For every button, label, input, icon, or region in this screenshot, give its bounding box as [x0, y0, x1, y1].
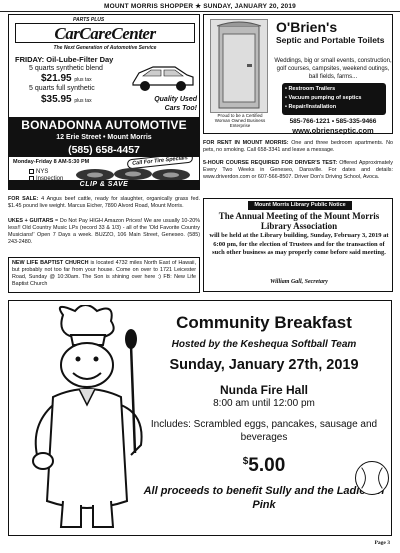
obrien-website: www.obrienseptic.com [292, 126, 374, 135]
business-address: 12 Erie Street • Mount Morris [9, 133, 199, 143]
car-icon [129, 59, 197, 93]
breakfast-time: 8:00 am until 12:00 pm [213, 398, 315, 409]
offer-line-2: 5 quarts full synthetic [29, 85, 95, 92]
carcare-ad [8, 14, 200, 190]
softball-icon [355, 461, 389, 495]
library-notice-title: The Annual Meeting of the Mount Morris Library Association [218, 211, 380, 231]
breakfast-price: $5.00 [242, 455, 286, 476]
business-phone: (585) 658-4457 [9, 143, 199, 157]
carcare-logo: CarCareCenter [15, 23, 195, 43]
breakfast-proceeds: All proceeds to benefit Sully and the Ladies in Pink [143, 485, 385, 511]
quality-used-cars: Quality Used Cars Too! [154, 96, 197, 112]
obrien-services: • Restroom Trailers • Vacuum pumping of septics • Repair/Installation [282, 83, 386, 115]
obrien-subtitle: Septic and Portable Toilets [276, 35, 385, 45]
library-notice-body: will be held at the Library building, Sunday, February 3, 2019 at 6:00 pm, for the election of Trustees and for the transaction of such other business as may properly come before said meeting. [209, 232, 389, 256]
certification-caption: Proud to be a Certified Woman Owned Business Enterprise [214, 113, 266, 128]
page-number: Page 3 [374, 540, 390, 546]
carcare-slogan: The Next Generation of Automotive Service [53, 45, 157, 51]
clip-and-save: CLIP & SAVE [9, 180, 199, 189]
tire-specials-badge: Call For Tire Specials [127, 153, 194, 170]
classified-driver-course: 5-HOUR COURSE REQUIRED FOR DRIVER'S TEST: Offered Approximately Every Two Weeks in Geneseo, Dansville. For dates and details: www.driverdon.com or 607-566-8507. Driver Don's Driving School, Avoca. [203, 160, 393, 180]
business-name: BONADONNA AUTOMOTIVE [9, 117, 199, 133]
breakfast-title: Community Breakfast [176, 313, 352, 332]
chef-illustration [23, 305, 153, 533]
checkbox-icon [29, 169, 34, 174]
classified-for-sale: FOR SALE: 4 Angus beef cattle, ready for slaughter, organically grass fed. $1.45 pound live weight. Marcus Eicher, 7890 Alvord Road, Mount Morris. [8, 196, 200, 209]
parts-plus-brand: PARTS PLUS [73, 17, 105, 23]
obrien-name: O'Brien's [276, 19, 338, 35]
breakfast-host: Hosted by the Keshequa Softball Team [171, 339, 357, 350]
classified-for-rent: FOR RENT IN MOUNT MORRIS: One and three bedroom apartments. No pets, no smoking. Call 658-3341 and leave a message. [203, 140, 393, 153]
business-hours: Monday-Friday 8 AM-5:30 PM [13, 159, 90, 165]
page-header: MOUNT MORRIS SHOPPER ★ SUNDAY, JANUARY 20, 2019 [0, 0, 400, 12]
nys-inspection: NYS [29, 169, 63, 190]
library-notice-header: Mount Morris Library Public Notice [248, 201, 352, 210]
library-notice-signature: William Gall, Secretary [270, 279, 328, 285]
tires-icon [75, 167, 193, 181]
breakfast-ad [8, 300, 392, 536]
breakfast-includes: Includes: Scrambled eggs, pancakes, sausage and beverages [150, 419, 378, 443]
obrien-ad [203, 14, 393, 134]
library-notice [203, 198, 393, 292]
obrien-phones: 585-766-1221 • 585-335-9466 [289, 118, 377, 125]
friday-special: FRIDAY: Oil-Lube-Filter Day [15, 55, 114, 64]
breakfast-date: Sunday, January 27th, 2019 [169, 357, 359, 373]
offer-price-2: $35.95 plus tax [41, 94, 92, 105]
breakfast-venue: Nunda Fire Hall [219, 383, 308, 397]
offer-line-1: 5 quarts synthetic blend [29, 65, 103, 72]
obrien-description: Weddings, big or small events, construction, golf courses, campsites, weekend outings, ball fields, farms... [274, 58, 392, 80]
classified-ukes-guitars: UKES + GUITARS = Do Not Pay HIGH Amazon Prices! We are usually 10-20% less!! Old Country Music LPs (record 33 & 1/3) - all of the 'Old Favorite Country Musicians!' Open 7 Days a week. BUZZO, 106 Main Street, Geneseo. (585) 243-2480. [8, 218, 200, 245]
portable-toilet-photo [210, 19, 268, 113]
classified-church: NEW LIFE BAPTIST CHURCH is located 4732 miles North East of Hawaii, but probably not too far from your house. Come on over to 1721 Leicester Road, Sunday @ 10:30am. The Son is shining over here :) FB: New Life Baptist Church [8, 257, 200, 293]
offer-price-1: $21.95 plus tax [41, 73, 92, 84]
